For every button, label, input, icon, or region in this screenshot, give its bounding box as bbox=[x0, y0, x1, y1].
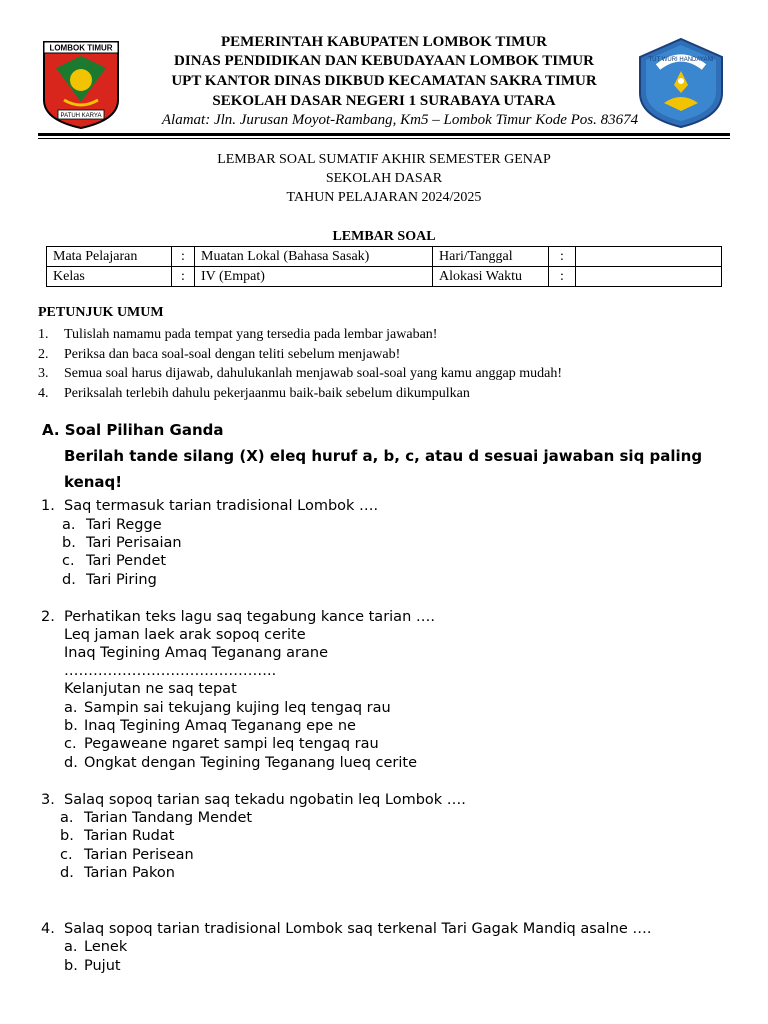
question-3-number: 3. bbox=[41, 792, 55, 808]
list-number: 3. bbox=[38, 366, 49, 381]
option-letter: b. bbox=[64, 718, 78, 734]
option-letter: b. bbox=[64, 958, 78, 974]
instructions-title: PETUNJUK UMUM bbox=[38, 305, 164, 320]
question-1-text: Saq termasuk tarian tradisional Lombok …. bbox=[64, 498, 379, 514]
list-text: Periksalah terlebih dahulu pekerjaanmu baik-baik sebelum dikumpulkan bbox=[64, 385, 470, 401]
exam-level: SEKOLAH DASAR bbox=[325, 171, 443, 186]
option-letter: d. bbox=[60, 865, 74, 881]
time-label: Alokasi Waktu bbox=[433, 267, 549, 287]
emblem-bottom-text: PATUH KARYA bbox=[60, 113, 102, 119]
list-text: Periksa dan baca soal-soal dengan teliti sebelum menjawab! bbox=[64, 346, 401, 362]
header-department: DINAS PENDIDIKAN DAN KEBUDAYAAN LOMBOK TIMUR bbox=[174, 53, 594, 69]
instructions-list bbox=[38, 325, 562, 403]
option-text: Pegaweane ngaret sampi leq tengaq rau bbox=[84, 736, 379, 752]
question-2-text: Perhatikan teks lagu saq tegabung kance tarian …. bbox=[64, 609, 435, 625]
option-text: Ongkat dengan Tegining Teganang lueq cerite bbox=[84, 755, 418, 771]
header-divider-thin bbox=[38, 138, 730, 139]
time-value bbox=[576, 267, 722, 287]
option-text: Sampin sai tekujang kujing leq tengaq rau bbox=[84, 700, 391, 716]
colon: : bbox=[549, 267, 576, 287]
song-lyric-line: Inaq Tegining Amaq Teganang arane bbox=[64, 645, 329, 661]
option-text: Inaq Tegining Amaq Teganang epe ne bbox=[84, 718, 356, 734]
option-text: Lenek bbox=[84, 939, 128, 955]
question-4-number: 4. bbox=[41, 921, 55, 937]
list-item bbox=[38, 345, 562, 365]
exam-year: TAHUN PELAJARAN 2024/2025 bbox=[286, 190, 482, 205]
option-letter: a. bbox=[64, 939, 78, 955]
option-letter: c. bbox=[62, 553, 75, 569]
header-divider-thick bbox=[38, 133, 730, 136]
date-label: Hari/Tanggal bbox=[433, 247, 549, 267]
option-text: Tari Regge bbox=[86, 517, 162, 533]
song-lyric-blank: …………………………………….. bbox=[64, 663, 277, 679]
header-upt: UPT KANTOR DINAS DIKBUD KECAMATAN SAKRA TIMUR bbox=[171, 73, 597, 89]
colon: : bbox=[549, 247, 576, 267]
emblem-top-text: LOMBOK TIMUR bbox=[49, 43, 113, 53]
option-letter: c. bbox=[60, 847, 73, 863]
header-address: Alamat: Jln. Jurusan Moyot-Rambang, Km5 – Lombok Timur Kode Pos. 83674 bbox=[161, 112, 639, 128]
question-4-text: Salaq sopoq tarian tradisional Lombok saq terkenal Tari Gagak Mandiq asalne …. bbox=[64, 921, 652, 937]
date-value bbox=[576, 247, 722, 267]
option-letter: b. bbox=[60, 828, 74, 844]
song-lyric-line: Leq jaman laek arak sopoq cerite bbox=[64, 627, 306, 643]
option-letter: a. bbox=[64, 700, 78, 716]
list-item bbox=[38, 384, 562, 404]
list-item bbox=[38, 364, 562, 384]
option-letter: d. bbox=[64, 755, 78, 771]
option-text: Tarian Pakon bbox=[84, 865, 175, 881]
section-a-instruction: Berilah tande silang (X) eleq huruf a, b, c, atau d sesuai jawaban siq paling bbox=[64, 447, 703, 465]
option-text: Tari Perisaian bbox=[86, 535, 182, 551]
list-text: Tulislah namamu pada tempat yang tersedia pada lembar jawaban! bbox=[64, 327, 438, 342]
question-2-prompt: Kelanjutan ne saq tepat bbox=[64, 681, 237, 697]
list-number: 1. bbox=[38, 327, 49, 342]
class-value: IV (Empat) bbox=[195, 267, 433, 287]
option-text: Tari Piring bbox=[86, 572, 157, 588]
exam-title: LEMBAR SOAL SUMATIF AKHIR SEMESTER GENAP bbox=[217, 152, 551, 167]
option-text: Pujut bbox=[84, 958, 121, 974]
option-letter: a. bbox=[62, 517, 76, 533]
list-number: 4. bbox=[38, 385, 49, 401]
option-letter: d. bbox=[62, 572, 76, 588]
table-row bbox=[47, 247, 722, 267]
question-3-text: Salaq sopoq tarian saq tekadu ngobatin leq Lombok …. bbox=[64, 792, 466, 808]
option-letter: b. bbox=[62, 535, 76, 551]
option-text: Tarian Perisean bbox=[84, 847, 194, 863]
colon: : bbox=[172, 267, 195, 287]
section-a-instruction-cont: kenaq! bbox=[64, 473, 123, 491]
question-2-number: 2. bbox=[41, 609, 55, 625]
section-a-title: A. Soal Pilihan Ganda bbox=[42, 421, 224, 439]
list-item bbox=[38, 325, 562, 345]
list-text: Semua soal harus dijawab, dahulukanlah menjawab soal-soal yang kamu anggap mudah! bbox=[64, 366, 563, 381]
subject-label: Mata Pelajaran bbox=[47, 247, 172, 267]
option-letter: c. bbox=[64, 736, 77, 752]
colon: : bbox=[172, 247, 195, 267]
sheet-title: LEMBAR SOAL bbox=[332, 229, 436, 244]
class-label: Kelas bbox=[47, 267, 172, 287]
option-letter: a. bbox=[60, 810, 74, 826]
emblem-right-text: TUT WURI HANDAYANI bbox=[648, 57, 714, 63]
subject-value: Muatan Lokal (Bahasa Sasak) bbox=[195, 247, 433, 267]
header-government: PEMERINTAH KABUPATEN LOMBOK TIMUR bbox=[221, 34, 547, 50]
question-1-number: 1. bbox=[41, 498, 55, 514]
option-text: Tarian Tandang Mendet bbox=[84, 810, 253, 826]
option-text: Tari Pendet bbox=[86, 553, 167, 569]
option-text: Tarian Rudat bbox=[84, 828, 175, 844]
header-school: SEKOLAH DASAR NEGERI 1 SURABAYA UTARA bbox=[212, 93, 556, 109]
exam-info-table bbox=[46, 246, 722, 287]
list-number: 2. bbox=[38, 346, 49, 362]
table-row bbox=[47, 267, 722, 287]
